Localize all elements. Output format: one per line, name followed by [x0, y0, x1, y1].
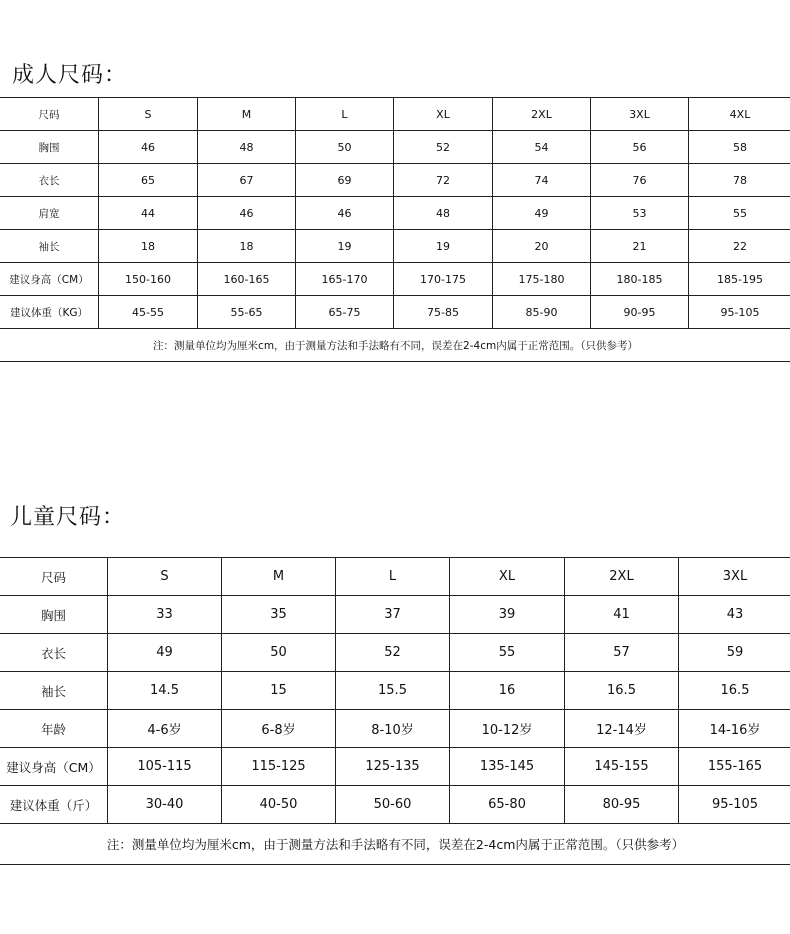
table-cell: 15.5: [336, 672, 450, 710]
row-label: 建议身高（CM）: [0, 263, 99, 296]
row-label: 胸围: [0, 131, 99, 164]
size-header-cell: L: [296, 98, 394, 131]
table-cell: 19: [394, 230, 493, 263]
table-cell: 105-115: [108, 748, 222, 786]
table-cell: 160-165: [198, 263, 296, 296]
adult-size-heading: 成人尺码：: [12, 63, 128, 88]
table-cell: 50-60: [336, 786, 450, 824]
table-row: [0, 164, 790, 197]
size-header-cell: M: [198, 98, 296, 131]
table-cell: 49: [108, 634, 222, 672]
table-cell: 65-80: [450, 786, 565, 824]
table-cell: 155-165: [679, 748, 790, 786]
table-cell: 85-90: [493, 296, 591, 329]
table-cell: 19: [296, 230, 394, 263]
table-cell: 76: [591, 164, 689, 197]
table-cell: 59: [679, 634, 790, 672]
table-cell: 18: [99, 230, 198, 263]
table-cell: 170-175: [394, 263, 493, 296]
table-cell: 53: [591, 197, 689, 230]
table-row: [0, 263, 790, 296]
table-cell: 30-40: [108, 786, 222, 824]
header-row: [0, 558, 790, 596]
table-cell: 46: [99, 131, 198, 164]
table-cell: 45-55: [99, 296, 198, 329]
table-cell: 56: [591, 131, 689, 164]
size-label-header: 尺码: [0, 98, 99, 131]
table-cell: 52: [336, 634, 450, 672]
table-cell: 37: [336, 596, 450, 634]
size-header-cell: XL: [450, 558, 565, 596]
table-row: [0, 596, 790, 634]
table-row: [0, 748, 790, 786]
table-cell: 115-125: [222, 748, 336, 786]
size-header-cell: 3XL: [679, 558, 790, 596]
table-row: [0, 197, 790, 230]
table-cell: 72: [394, 164, 493, 197]
table-cell: 14.5: [108, 672, 222, 710]
table-cell: 40-50: [222, 786, 336, 824]
table-cell: 67: [198, 164, 296, 197]
table-cell: 65: [99, 164, 198, 197]
table-cell: 69: [296, 164, 394, 197]
size-header-cell: S: [99, 98, 198, 131]
table-cell: 46: [198, 197, 296, 230]
table-cell: 21: [591, 230, 689, 263]
table-cell: 58: [689, 131, 790, 164]
size-header-cell: S: [108, 558, 222, 596]
table-row: [0, 296, 790, 329]
table-cell: 180-185: [591, 263, 689, 296]
table-cell: 8-10岁: [336, 710, 450, 748]
adult-size-table: [0, 97, 790, 362]
size-header-cell: 3XL: [591, 98, 689, 131]
table-cell: 50: [222, 634, 336, 672]
size-header-cell: L: [336, 558, 450, 596]
table-cell: 12-14岁: [565, 710, 679, 748]
table-row: [0, 786, 790, 824]
table-cell: 55: [689, 197, 790, 230]
table-cell: 145-155: [565, 748, 679, 786]
table-cell: 4-6岁: [108, 710, 222, 748]
table-row: [0, 672, 790, 710]
child-size-heading: 儿童尺码：: [10, 505, 126, 530]
table-cell: 46: [296, 197, 394, 230]
table-cell: 10-12岁: [450, 710, 565, 748]
table-cell: 175-180: [493, 263, 591, 296]
table-row: [0, 230, 790, 263]
table-cell: 95-105: [689, 296, 790, 329]
size-header-cell: 2XL: [493, 98, 591, 131]
table-cell: 35: [222, 596, 336, 634]
row-label: 袖长: [0, 230, 99, 263]
table-row: [0, 131, 790, 164]
table-cell: 125-135: [336, 748, 450, 786]
header-row: [0, 98, 790, 131]
measurement-note: 注：测量单位均为厘米cm，由于测量方法和手法略有不同，误差在2-4cm内属于正常范围。（只供参考）: [0, 329, 790, 362]
table-cell: 6-8岁: [222, 710, 336, 748]
table-cell: 18: [198, 230, 296, 263]
table-cell: 52: [394, 131, 493, 164]
table-cell: 44: [99, 197, 198, 230]
note-row: [0, 824, 790, 865]
table-cell: 55: [450, 634, 565, 672]
row-label: 年龄: [0, 710, 108, 748]
table-cell: 80-95: [565, 786, 679, 824]
table-cell: 50: [296, 131, 394, 164]
size-header-cell: XL: [394, 98, 493, 131]
size-header-cell: 2XL: [565, 558, 679, 596]
table-cell: 75-85: [394, 296, 493, 329]
row-label: 衣长: [0, 634, 108, 672]
row-label: 肩宽: [0, 197, 99, 230]
table-cell: 95-105: [679, 786, 790, 824]
table-cell: 41: [565, 596, 679, 634]
table-cell: 65-75: [296, 296, 394, 329]
table-cell: 74: [493, 164, 591, 197]
table-cell: 78: [689, 164, 790, 197]
size-label-header: 尺码: [0, 558, 108, 596]
row-label: 建议体重（斤）: [0, 786, 108, 824]
table-cell: 16: [450, 672, 565, 710]
row-label: 建议体重（KG）: [0, 296, 99, 329]
table-cell: 49: [493, 197, 591, 230]
table-cell: 185-195: [689, 263, 790, 296]
table-cell: 90-95: [591, 296, 689, 329]
child-size-table: [0, 557, 790, 865]
table-cell: 20: [493, 230, 591, 263]
table-cell: 55-65: [198, 296, 296, 329]
table-cell: 15: [222, 672, 336, 710]
table-row: [0, 634, 790, 672]
table-cell: 22: [689, 230, 790, 263]
table-cell: 150-160: [99, 263, 198, 296]
row-label: 建议身高（CM）: [0, 748, 108, 786]
row-label: 袖长: [0, 672, 108, 710]
table-cell: 48: [198, 131, 296, 164]
table-cell: 165-170: [296, 263, 394, 296]
measurement-note: 注：测量单位均为厘米cm，由于测量方法和手法略有不同，误差在2-4cm内属于正常范围。（只供参考）: [0, 824, 790, 865]
size-header-cell: M: [222, 558, 336, 596]
size-header-cell: 4XL: [689, 98, 790, 131]
table-cell: 39: [450, 596, 565, 634]
table-cell: 54: [493, 131, 591, 164]
table-cell: 48: [394, 197, 493, 230]
table-row: [0, 710, 790, 748]
table-cell: 33: [108, 596, 222, 634]
table-cell: 16.5: [565, 672, 679, 710]
table-cell: 16.5: [679, 672, 790, 710]
table-cell: 57: [565, 634, 679, 672]
row-label: 胸围: [0, 596, 108, 634]
table-cell: 14-16岁: [679, 710, 790, 748]
note-row: [0, 329, 790, 362]
table-cell: 43: [679, 596, 790, 634]
row-label: 衣长: [0, 164, 99, 197]
table-cell: 135-145: [450, 748, 565, 786]
